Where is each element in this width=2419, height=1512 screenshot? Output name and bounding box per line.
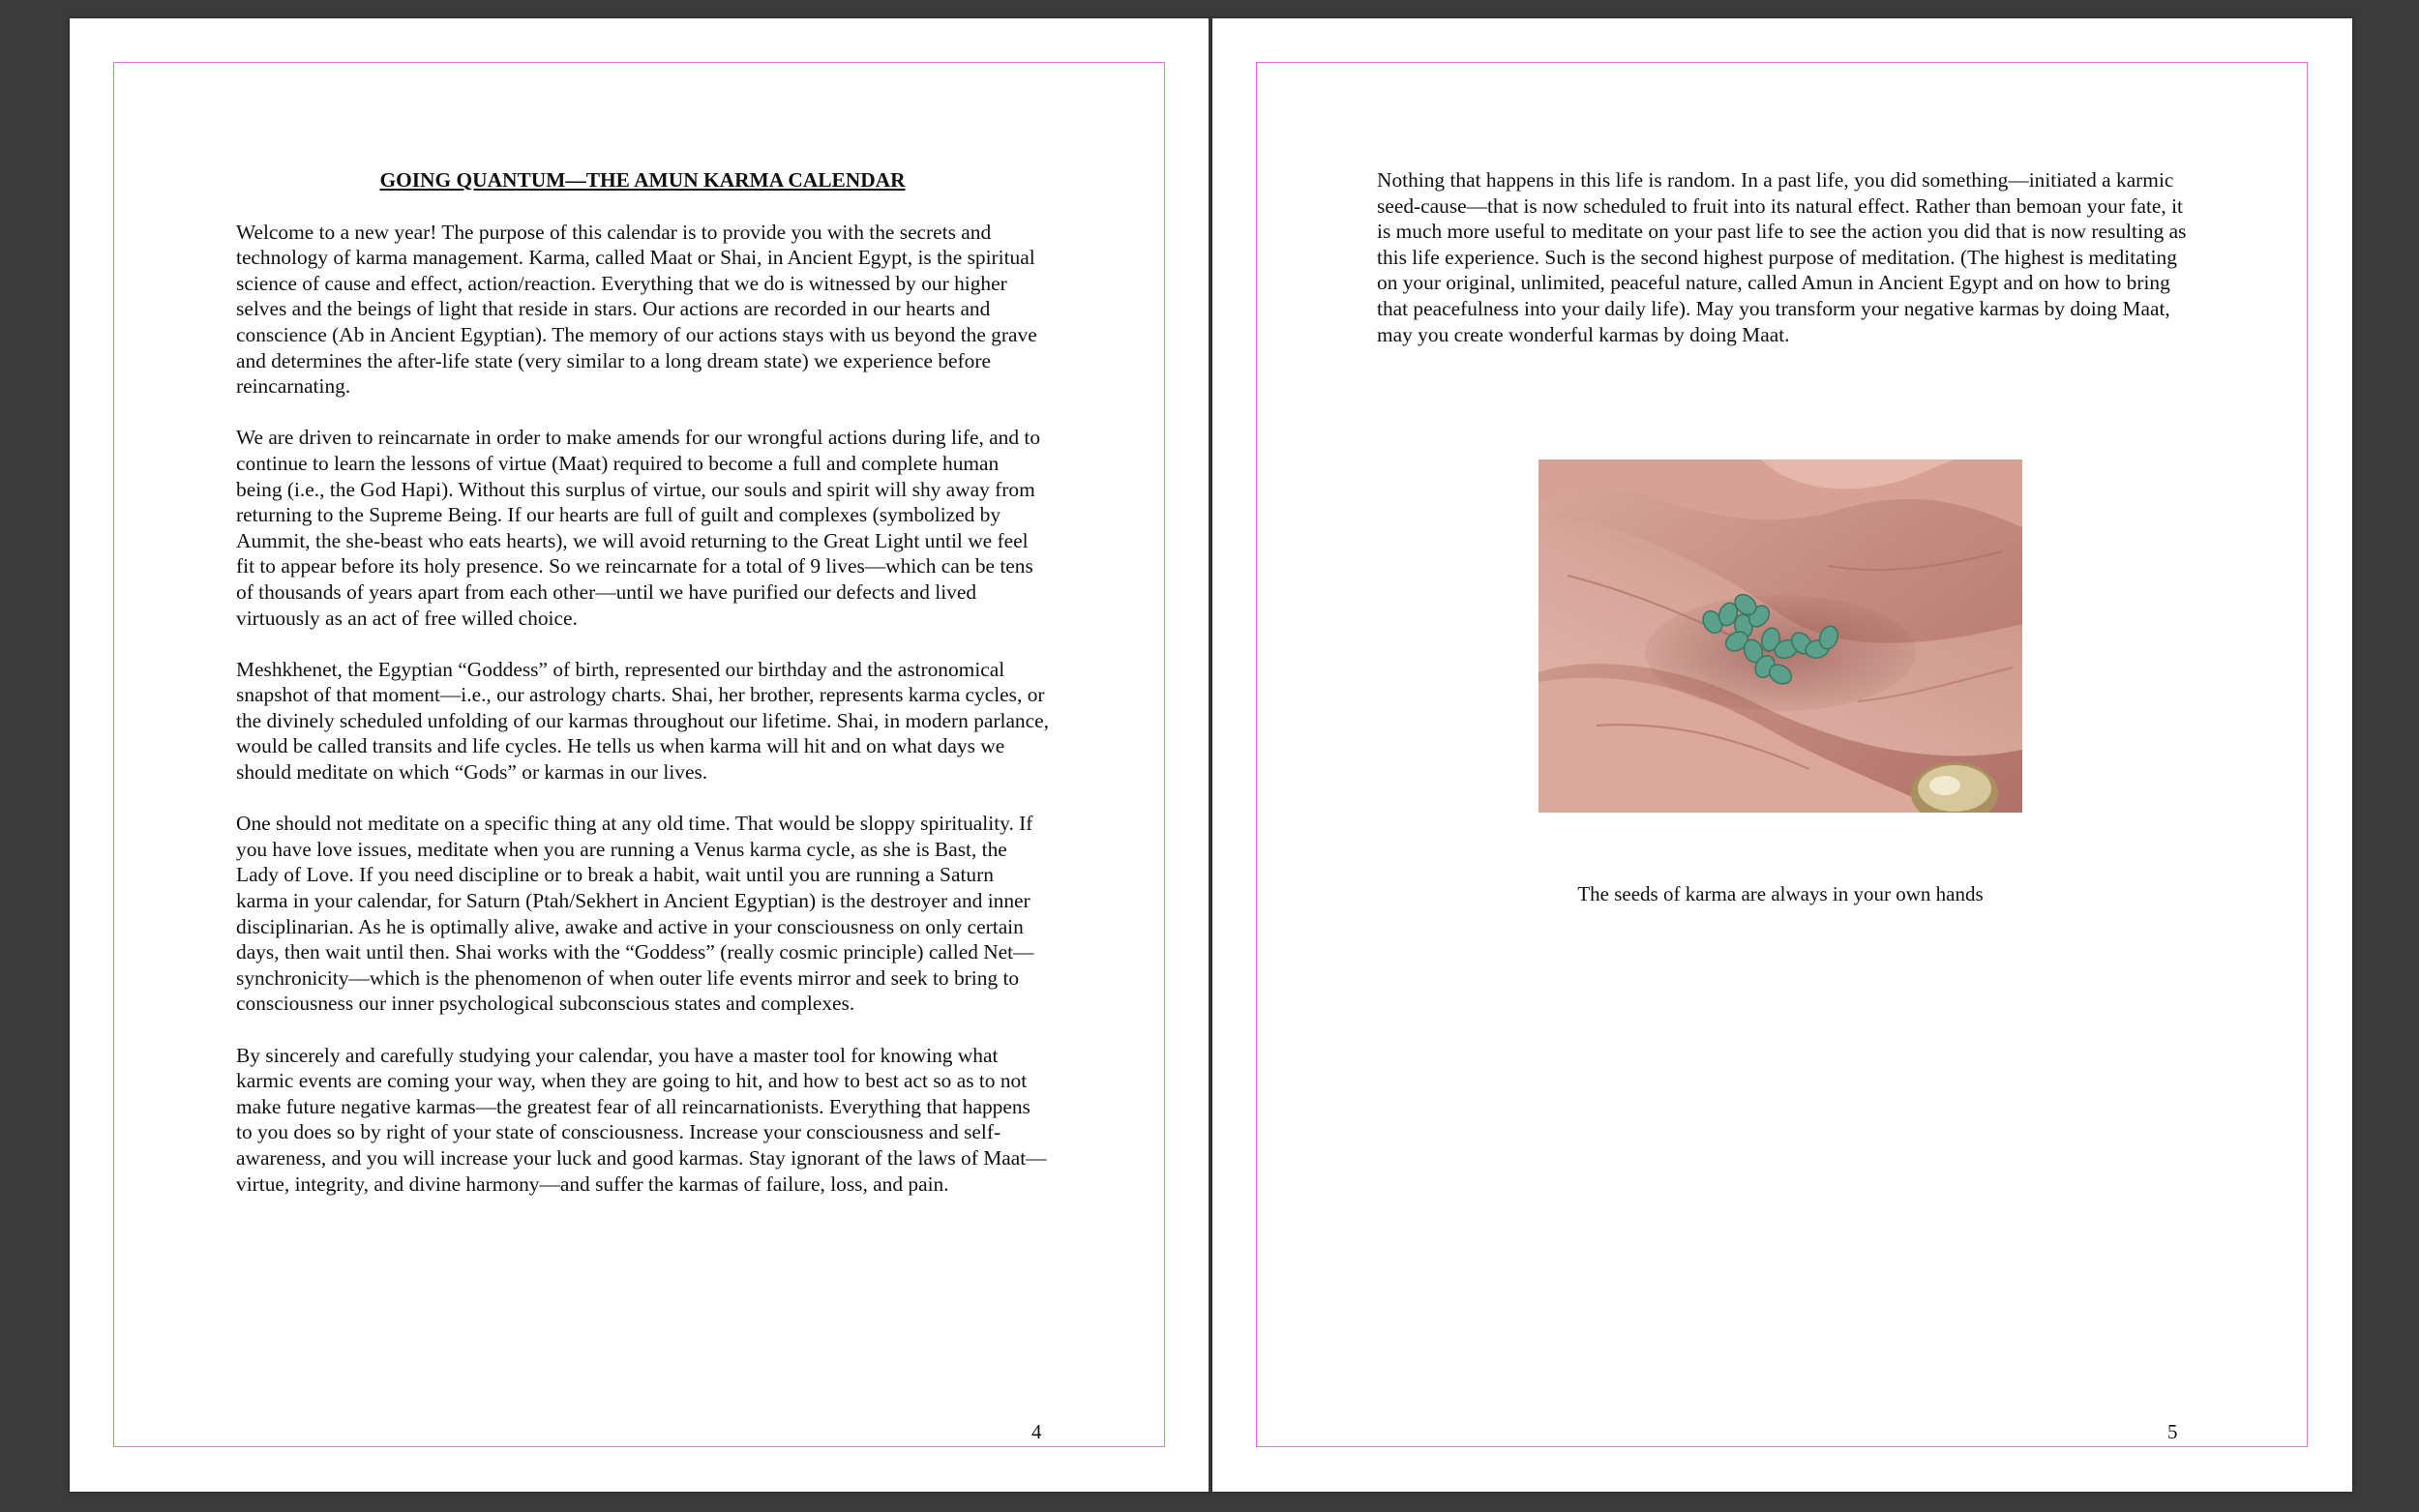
page-4 xyxy=(70,18,1210,1492)
page-4-body xyxy=(236,167,1049,1223)
paragraph: One should not meditate on a specific thing at any old time. That would be sloppy spirituality. If you have love issues, meditate when you are running a Venus karma cycle, as she is Bast, the Lady of Love. If you need discipline or to break a habit, wait until you are running a Saturn karma in your calendar, for Saturn (Ptah/Sekhert in Ancient Egyptian) is the destroyer and inner disciplinarian. As he is optimally alive, awake and active in your consciousness on only certain days, then wait until then. Shai works with the “Goddess” (really cosmic principle) called Net—synchronicity—which is the phenomenon of when outer life events mirror and seek to bring to consciousness our inner psychological subconscious states and complexes. xyxy=(236,812,1034,1016)
page-number: 4 xyxy=(1031,1420,1042,1443)
page-5 xyxy=(1212,18,2352,1492)
image-caption: The seeds of karma are always in your own hands xyxy=(1577,882,1984,905)
paragraph: By sincerely and carefully studying your calendar, you have a master tool for knowing what karmic events are coming your way, when they are going to hit, and how to best act so as to not make future negative karmas—the greatest fear of all reincarnationists. Everything that happens to you does so by right of your state of consciousness. Increase your consciousness and self-awareness, and you will increase your luck and good karmas. Stay ignorant of the laws of Maat—virtue, integrity, and divine harmony—and suffer the karmas of failure, loss, and pain. xyxy=(236,1043,1047,1196)
paragraph: Meshkhenet, the Egyptian “Goddess” of birth, represented our birthday and the astronomical snapshot of that moment—i.e., our astrology charts. Shai, her brother, represents karma cycles, or the divinely scheduled unfolding of our karmas throughout our lifetime. Shai, in modern parlance, would be called transits and life cycles. He tells us when karma will hit and on what days we should meditate on which “Gods” or karmas in our lives. xyxy=(236,657,1049,785)
photo-seeds-in-hands xyxy=(1538,460,2022,813)
paragraph: We are driven to reincarnate in order to make amends for our wrongful actions during life, and to continue to learn the lessons of virtue (Maat) required to become a full and complete human being (i.e., the God Hapi). Without this surplus of virtue, our souls and spirit will shy away from returning to the Supreme Being. If our hearts are full of guilt and complexes (symbolized by Aummit, the she-beast who eats hearts), we will avoid returning to the Great Light until we feel fit to appear before its holy presence. So we reincarnate for a total of 9 lives—which can be tens of thousands of years apart from each other—until we have purified our defects and lived virtuously as an act of free willed choice. xyxy=(236,426,1041,630)
page-number: 5 xyxy=(2167,1420,2178,1443)
document-title: GOING QUANTUM—THE AMUN KARMA CALENDAR xyxy=(379,168,906,192)
page-5-body xyxy=(1377,167,2199,373)
paragraph: Nothing that happens in this life is random. In a past life, you did something—initiated a karmic seed-cause—that is now scheduled to fruit into its natural effect. Rather than bemoan your fate, it is much more useful to meditate on your past life to see the action you did that is now resulting as this life experience. Such is the second highest purpose of meditation. (The highest is meditating on your original, unlimited, peaceful nature, called Amun in Ancient Egypt and on how to bring that peacefulness into your daily life). May you transform your negative karmas by doing Maat, may you create wonderful karmas by doing Maat. xyxy=(1377,168,2187,346)
paragraph: Welcome to a new year! The purpose of this calendar is to provide you with the secrets and technology of karma management. Karma, called Maat or Shai, in Ancient Egypt, is the spiritual science of cause and effect, action/reaction. Everything that we do is witnessed by our higher selves and the beings of light that reside in stars. Our actions are recorded in our hearts and conscience (Ab in Ancient Egyptian). The memory of our actions stays with us beyond the grave and determines the after-life state (very similar to a long dream state) we experience before reincarnating. xyxy=(236,220,1037,399)
